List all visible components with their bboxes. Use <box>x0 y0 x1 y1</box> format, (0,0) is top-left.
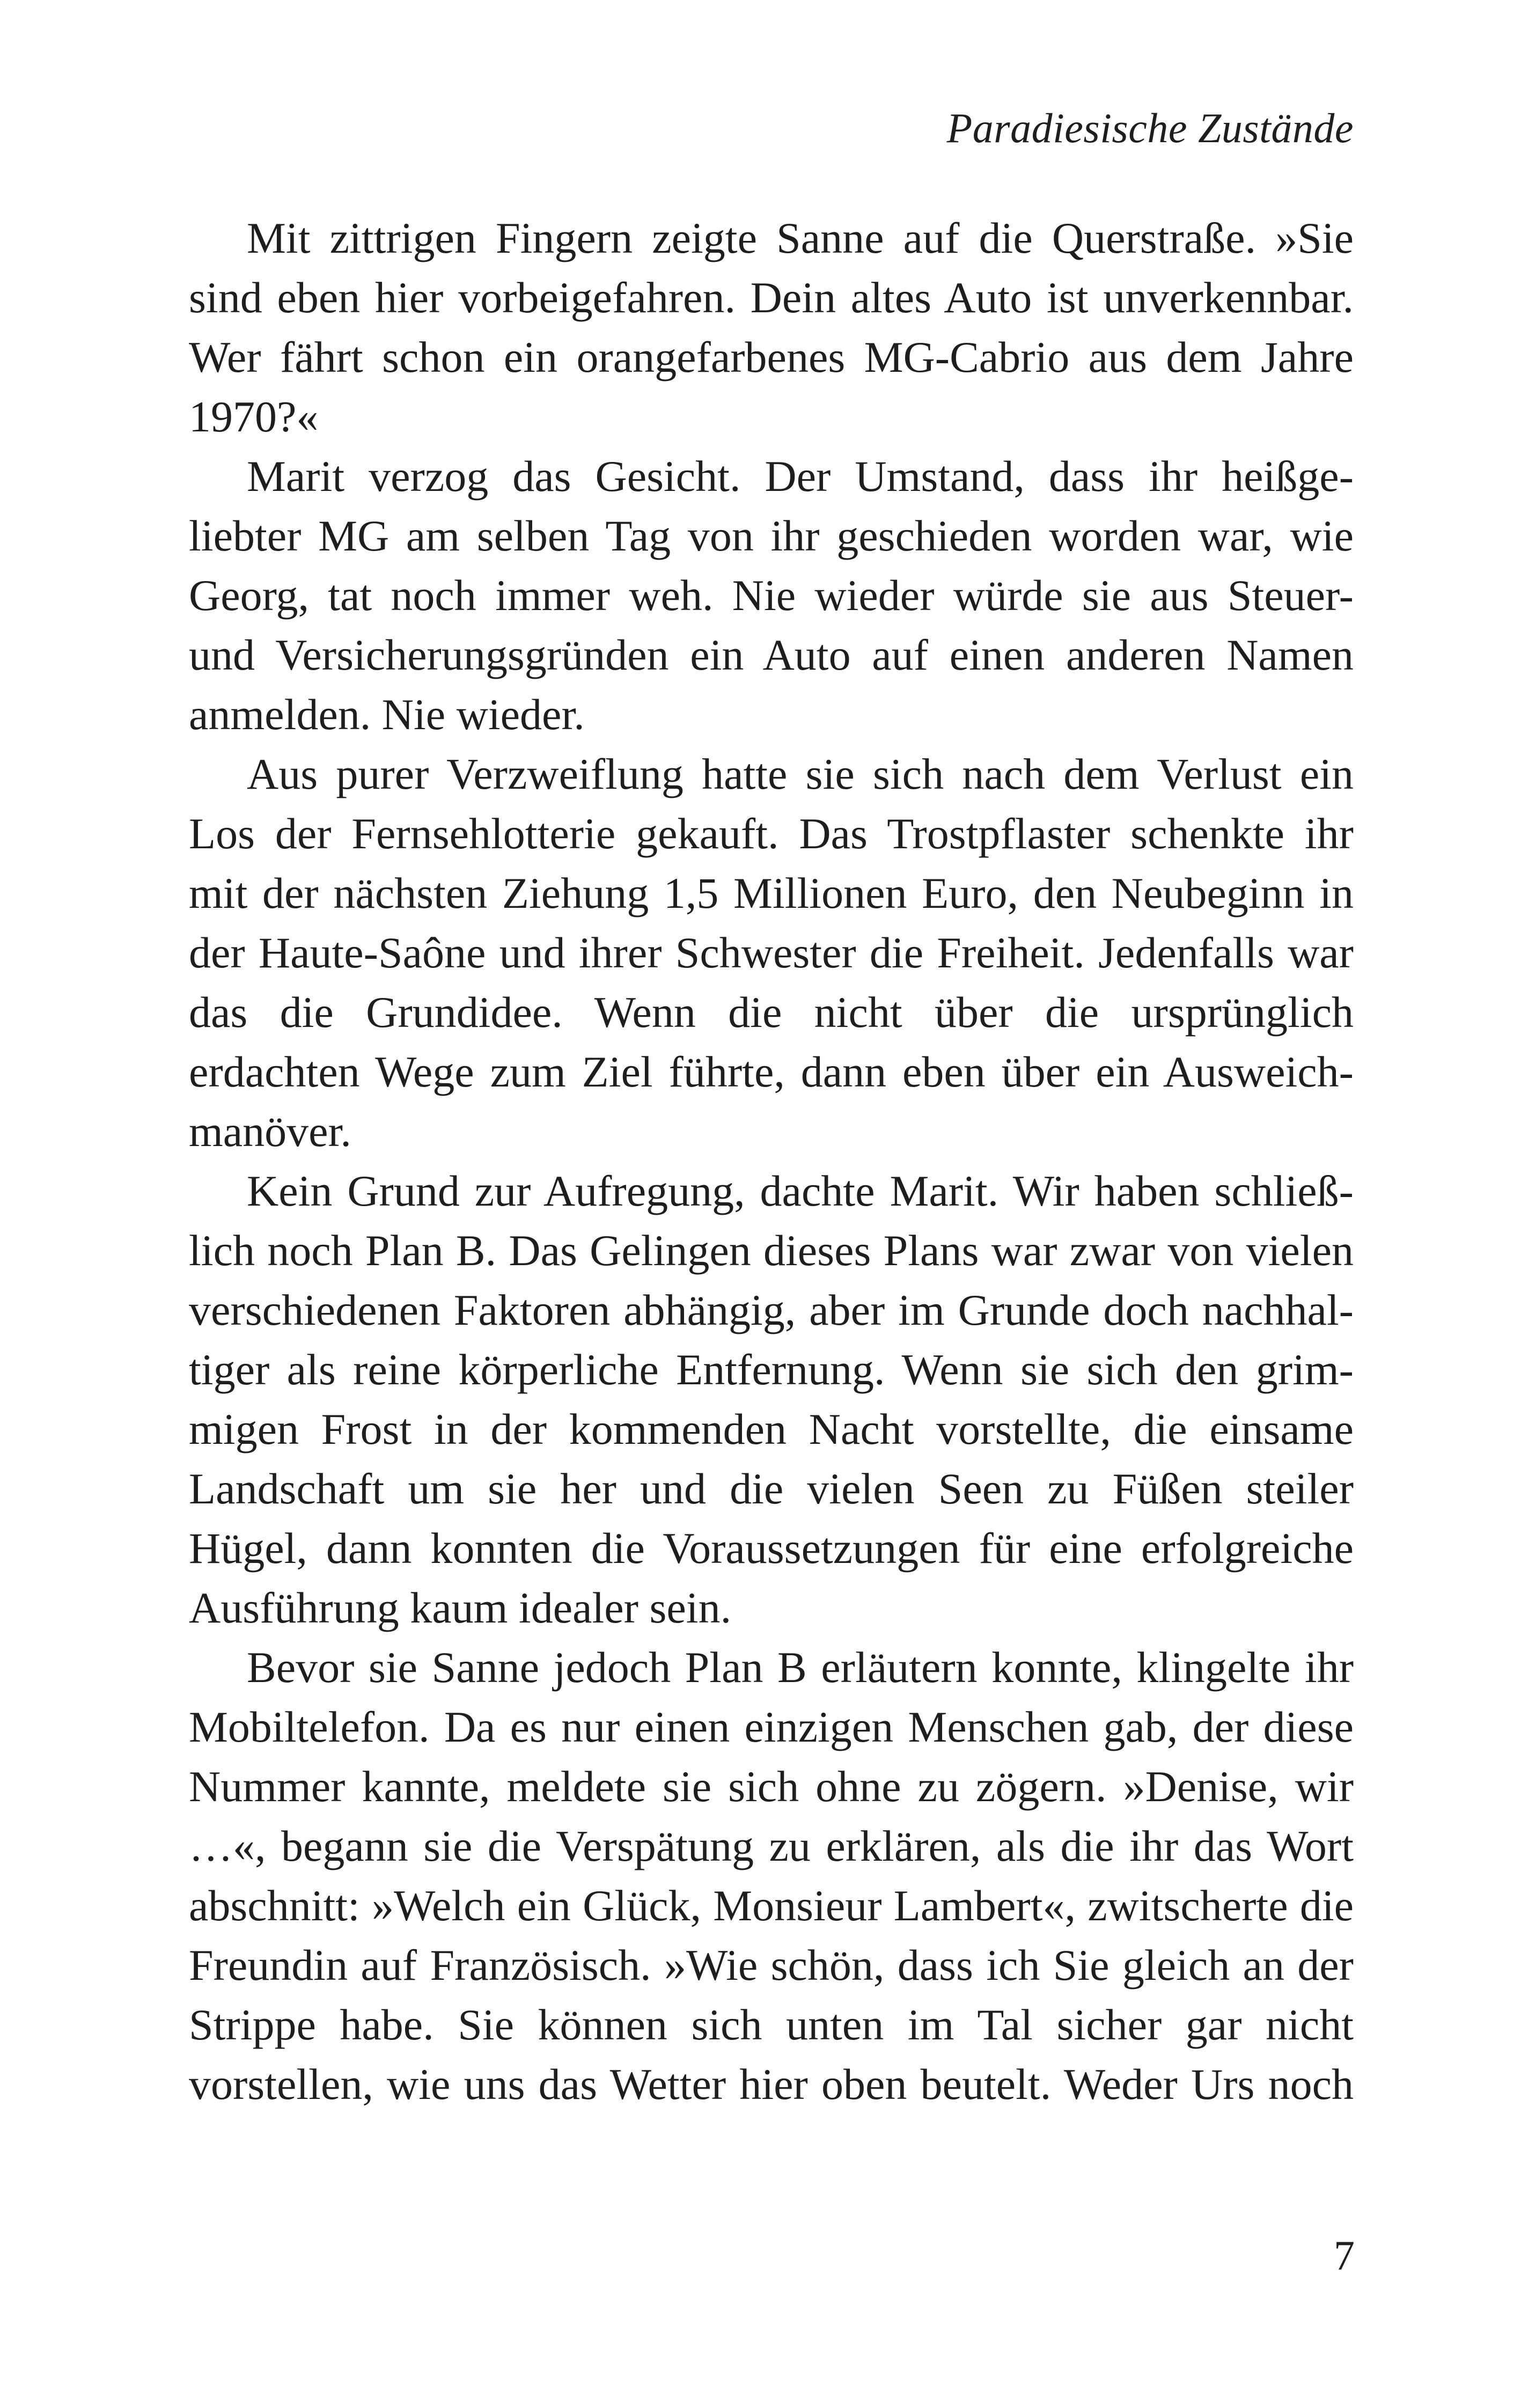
paragraph-line: Marit verzog das Gesicht. Der Umstand, dass ihr heißge- <box>247 452 1354 501</box>
paragraph-line: anmelden. Nie wieder. <box>189 690 585 739</box>
paragraph-line: Ausführung kaum idealer sein. <box>189 1583 732 1632</box>
paragraph-line: Freundin auf Französisch. »Wie schön, dass ich Sie gleich an der <box>189 1941 1354 1989</box>
paragraph-line: Aus purer Verzweiflung hatte sie sich nach dem Verlust ein <box>247 750 1354 798</box>
paragraph-line: abschnitt: »Welch ein Glück, Monsieur Lambert«, zwitscherte die <box>189 1881 1354 1930</box>
paragraph-line: liebter MG am selben Tag von ihr geschieden worden war, wie <box>189 511 1354 560</box>
paragraph-line: migen Frost in der kommenden Nacht vorstellte, die einsame <box>189 1405 1354 1453</box>
paragraph-line: tiger als reine körperliche Entfernung. Wenn sie sich den grim- <box>189 1345 1354 1394</box>
paragraph-line: erdachten Wege zum Ziel führte, dann eben über ein Ausweich- <box>189 1047 1354 1096</box>
paragraph-line: mit der nächsten Ziehung 1,5 Millionen Euro, den Neubeginn in <box>189 869 1354 917</box>
body-text <box>189 208 1354 2114</box>
paragraph-line: Mit zittrigen Fingern zeigte Sanne auf die Querstraße. »Sie <box>247 214 1354 262</box>
paragraph-line: verschiedenen Faktoren abhängig, aber im Grunde doch nachhal- <box>189 1286 1354 1334</box>
paragraph-line: Strippe habe. Sie können sich unten im Tal sicher gar nicht <box>189 2000 1354 2049</box>
paragraph-line: manöver. <box>189 1107 351 1156</box>
paragraph-line: Landschaft um sie her und die vielen Seen zu Füßen steiler <box>189 1464 1354 1513</box>
running-header: Paradiesische Zustände <box>946 105 1354 151</box>
paragraph-line: Georg, tat noch immer weh. Nie wieder würde sie aus Steuer- <box>189 571 1354 620</box>
paragraph-line: und Versicherungsgründen ein Auto auf einen anderen Namen <box>189 630 1354 679</box>
paragraph-line: sind eben hier vorbeigefahren. Dein altes Auto ist unverkennbar. <box>189 273 1354 322</box>
paragraph-line: vorstellen, wie uns das Wetter hier oben beutelt. Weder Urs noch <box>189 2060 1354 2109</box>
paragraph-line: das die Grundidee. Wenn die nicht über die ursprünglich <box>189 988 1354 1037</box>
paragraph-line: Kein Grund zur Aufregung, dachte Marit. Wir haben schließ- <box>247 1166 1354 1215</box>
paragraph-line: Bevor sie Sanne jedoch Plan B erläutern konnte, klingelte ihr <box>247 1643 1354 1692</box>
paragraph-line: Mobiltelefon. Da es nur einen einzigen Menschen gab, der diese <box>189 1702 1354 1751</box>
paragraph-line: Hügel, dann konnten die Voraussetzungen für eine erfolgreiche <box>189 1524 1354 1573</box>
paragraph-line: der Haute-Saône und ihrer Schwester die Freiheit. Jedenfalls war <box>189 928 1354 977</box>
paragraph-line: Nummer kannte, meldete sie sich ohne zu zögern. »Denise, wir <box>189 1762 1354 1811</box>
paragraph-line: 1970?« <box>189 392 319 441</box>
paragraph-line: Wer fährt schon ein orangefarbenes MG-Cabrio aus dem Jahre <box>189 333 1354 381</box>
paragraph-line: Los der Fernsehlotterie gekauft. Das Trostpflaster schenkte ihr <box>189 809 1354 858</box>
paragraph-line: …«, begann sie die Verspätung zu erklären, als die ihr das Wort <box>189 1822 1354 1870</box>
paragraph-line: lich noch Plan B. Das Gelingen dieses Plans war zwar von vielen <box>189 1226 1354 1275</box>
page-number: 7 <box>1334 2232 1355 2279</box>
